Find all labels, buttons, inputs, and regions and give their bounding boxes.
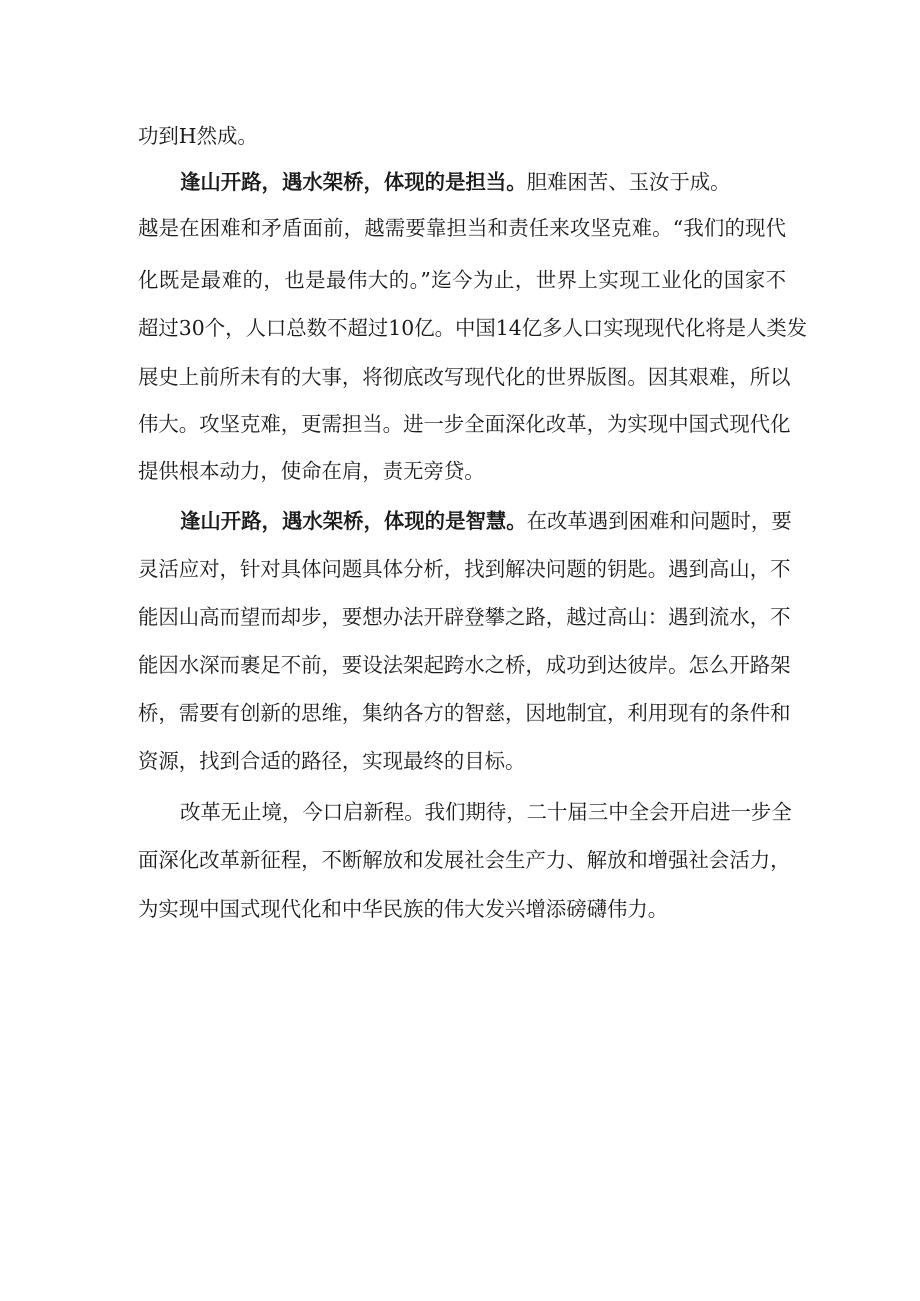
wisdom-line-3: 能因山高而望而却步，要想办法开辟登攀之路，越过高山：遇到流水，不 (138, 605, 791, 629)
closing-line-2: 面深化改革新征程，不断解放和发展社会生产力、解放和增强社会活力， (138, 848, 791, 872)
wisdom-line-5: 桥，需要有创新的思维，集纳各方的智慈，因地制宜，利用现有的条件和 (138, 701, 791, 725)
danger-line-3: 化既是最难的，也是最伟大的。”迄今为止，世界上实现工业化的国家不 (138, 268, 786, 292)
wisdom-line-2: 灵活应对，针对具体问题具体分析，找到解决问题的钥匙。遇到高山，不 (138, 557, 791, 581)
danger-line-5: 展史上前所未有的大事，将彻底改写现代化的世界版图。因其艰难，所以 (138, 365, 791, 389)
danger-lead: 逢山开路，遇水架桥，体现的是担当。 (180, 170, 527, 194)
intro-line-1: 功到H然成。 (138, 124, 258, 148)
danger-line-7: 提供根本动力，使命在肩，责无旁贷。 (138, 459, 485, 483)
wisdom-line-1-rest: 在改革遇到困难和问题时，要 (526, 509, 792, 533)
wisdom-line-1 (180, 505, 792, 537)
danger-line-1 (180, 166, 786, 198)
closing-line-3: 为实现中国式现代化和中华民族的伟大发兴增添磅礴伟力。 (138, 897, 669, 921)
wisdom-line-6: 资源，找到合适的路径，实现最终的目标。 (138, 749, 526, 773)
danger-line-6: 伟大。攻坚克难，更需担当。进一步全面深化改革，为实现中国式现代化 (138, 412, 791, 436)
danger-line-2: 越是在困难和矛盾面前，越需要靠担当和责任来攻坚克难。“我们的现代 (138, 216, 786, 240)
wisdom-lead: 逢山开路，遇水架桥，体现的是智慧。 (180, 509, 527, 533)
danger-line-1-rest: 胆难困苦、玉汝于成。 (526, 170, 731, 194)
danger-line-4: 超过30个，人口总数不超过10亿。中国14亿多人口实现现代化将是人类发 (138, 316, 808, 340)
closing-line-1: 改革无止境，今口启新程。我们期待，二十届三中全会开启进一步全 (180, 800, 792, 824)
wisdom-line-4: 能因水深而裹足不前，要设法架起跨水之桥，成功到达彼岸。怎么开路架 (138, 653, 791, 677)
